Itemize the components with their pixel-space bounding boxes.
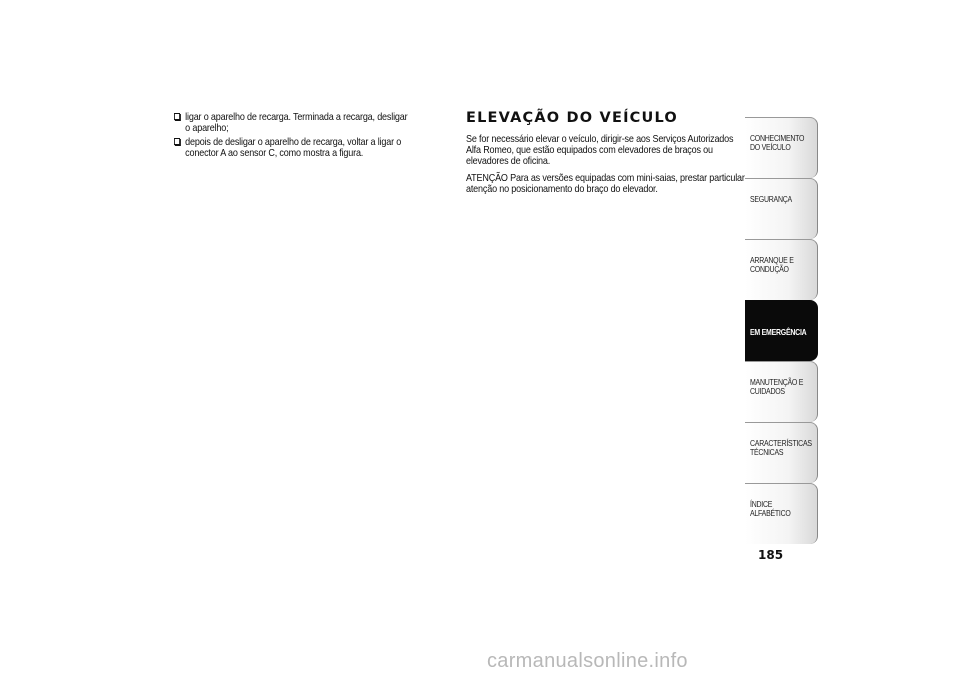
bullet-item [174, 137, 408, 159]
checkbox-bullet-icon [174, 138, 180, 145]
chapter-tabs [745, 117, 818, 544]
page-number: 185 [758, 548, 784, 562]
tab-conhecimento-do-veiculo[interactable] [745, 117, 818, 178]
tab-label: CARACTERÍSTICAS TÉCNICAS [750, 438, 812, 457]
left-column [174, 112, 408, 162]
tab-label: ARRANQUE E CONDUÇÃO [750, 255, 794, 274]
tab-arranque-e-conducao[interactable] [745, 239, 818, 300]
tab-label: CONHECIMENTO DO VEÍCULO [750, 133, 805, 152]
tab-manutencao-e-cuidados[interactable] [745, 361, 818, 422]
paragraph-lifting: Se for necessário elevar o veículo, dirigir-se aos Serviços Autorizados Alfa Romeo, que estão equipados com elevadores de braços ou elevadores de oficina. [466, 133, 734, 167]
tab-seguranca[interactable] [745, 178, 818, 239]
tab-em-emergencia[interactable] [745, 300, 818, 361]
bullet-item [174, 112, 408, 134]
tab-label: EM EMERGÊNCIA [750, 327, 807, 337]
section-heading: ELEVAÇÃO DO VEÍCULO [466, 110, 678, 126]
tab-caracteristicas-tecnicas[interactable] [745, 422, 818, 483]
tab-indice-alfabetico[interactable] [745, 483, 818, 544]
watermark: carmanualsonline.info [487, 650, 688, 672]
tab-label: ÍNDICE ALFABÉTICO [750, 499, 791, 518]
tab-label: MANUTENÇÃO E CUIDADOS [750, 377, 804, 396]
right-column [466, 110, 766, 201]
bullet-text: depois de desligar o aparelho de recarga, voltar a ligar o conector A ao sensor C, como mostra a figura. [185, 136, 402, 159]
bullet-text: ligar o aparelho de recarga. Terminada a recarga, desligar o aparelho; [185, 111, 408, 134]
checkbox-bullet-icon [174, 113, 180, 120]
tab-label: SEGURANÇA [750, 194, 792, 204]
paragraph-warning: ATENÇÃO Para as versões equipadas com mini-saias, prestar particular atenção no posicionamento do braço do elevador. [466, 172, 745, 195]
